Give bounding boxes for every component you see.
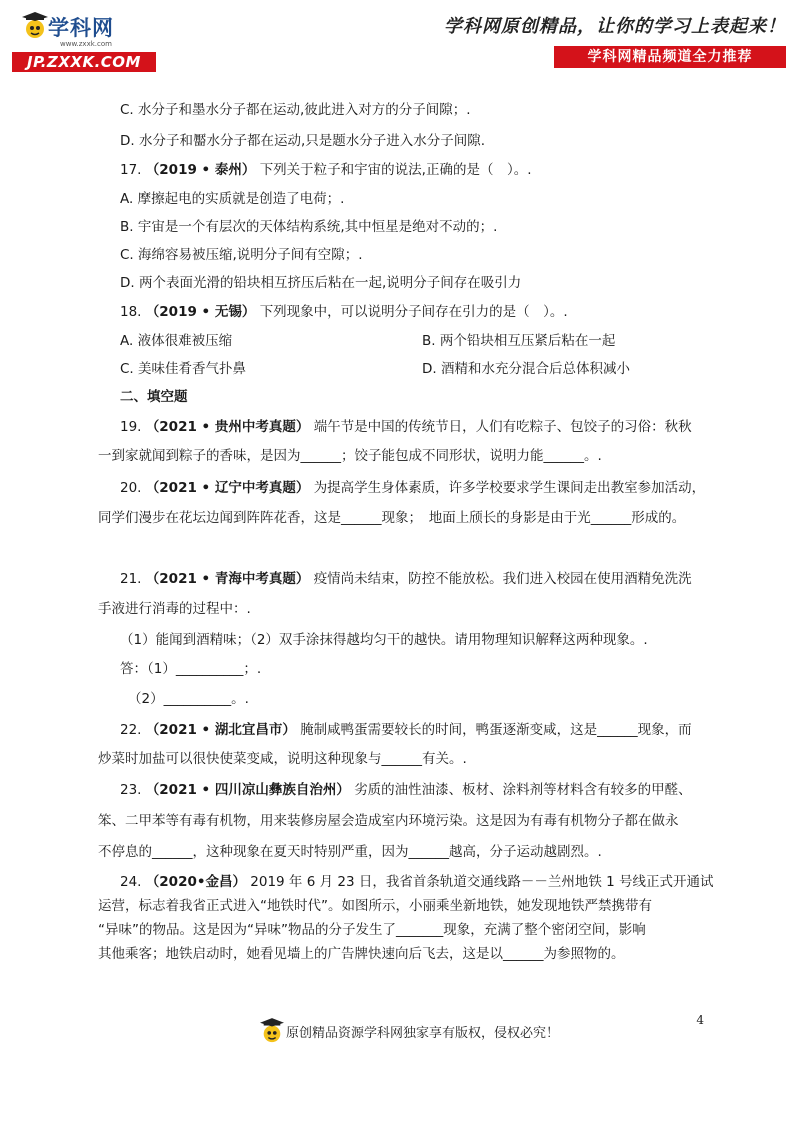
- question-source: （2021 • 四川凉山彝族自治州）: [145, 782, 350, 798]
- question-23: [120, 780, 692, 800]
- question-number: 24.: [120, 874, 142, 890]
- question-number: 21.: [120, 571, 142, 587]
- logo-banner: JP.ZXXK.COM: [12, 52, 156, 72]
- answer-line-1: 答：（1）__________；.: [120, 661, 262, 677]
- question-source: （2021 • 辽宁中考真题）: [145, 480, 310, 496]
- question-20-line2: 同学们漫步在花坛边闻到阵阵花香，这是______现象； 地面上颀长的身影是由于光______形成的。: [98, 510, 686, 526]
- question-19: [120, 417, 692, 437]
- answer-line-2: （2）__________。.: [128, 691, 249, 707]
- question-23-line2: 笨、二甲苯等有毒有机物，用来装修房屋会造成室内环境污染。这是因为有毒有机物分子都在做永: [98, 813, 679, 829]
- question-23-line3: 不停息的______，这种现象在夏天时特别严重，因为______越高，分子运动越剧烈。.: [98, 844, 602, 860]
- question-text: 腌制咸鸭蛋需要较长的时间，鸭蛋逐渐变咸，这是______现象，而: [300, 722, 692, 738]
- mascot-icon: [22, 12, 48, 42]
- question-number: 18.: [120, 304, 142, 320]
- option-c: C. 美味佳肴香气扑鼻: [120, 361, 247, 377]
- question-source: （2021 • 湖北宜昌市）: [145, 722, 296, 738]
- question-18: [120, 302, 568, 322]
- option-a: A. 摩擦起电的实质就是创造了电荷；.: [120, 191, 345, 207]
- question-20: [120, 478, 705, 498]
- question-number: 22.: [120, 722, 142, 738]
- question-text: 下列关于粒子和宇宙的说法,正确的是（ ）。.: [259, 162, 532, 178]
- mascot-icon: [260, 1018, 284, 1046]
- question-source: （2021 • 贵州中考真题）: [145, 419, 310, 435]
- question-21-line2: 手液进行消毒的过程中：.: [98, 601, 251, 617]
- question-text: 为提高学生身体素质，许多学校要求学生课间走出教室参加活动，: [313, 480, 706, 496]
- question-21: [120, 569, 692, 589]
- question-text: 2019 年 6 月 23 日，我省首条轨道交通线路－－兰州地铁 1 号线正式开通试: [250, 874, 714, 890]
- option-b: B. 宇宙是一个有层次的天体结构系统,其中恒星是绝对不动的；.: [120, 219, 498, 235]
- footer-copyright: 原创精品资源学科网独家享有版权，侵权必究！: [286, 1026, 560, 1041]
- page-header: [0, 0, 800, 80]
- question-17: [120, 160, 532, 180]
- question-21-line3: （1）能闻到酒精味；（2）双手涂抹得越均匀干的越快。请用物理知识解释这两种现象。.: [120, 632, 648, 648]
- logo-small-url: www.zxxk.com: [60, 40, 112, 48]
- page-number: 4: [696, 1013, 704, 1027]
- question-source: （2019 • 无锡）: [145, 304, 256, 320]
- question-24: [120, 872, 714, 892]
- header-slogan: 学科网原创精品，让你的学习上表起来！: [444, 16, 786, 37]
- option-d: D. 酒精和水充分混合后总体积减小: [422, 361, 630, 377]
- question-text: 端午节是中国的传统节日，人们有吃粽子、包饺子的习俗：秋秋: [313, 419, 692, 435]
- question-number: 19.: [120, 419, 142, 435]
- option-c-line: C. 水分子和墨水分子都在运动,彼此进入对方的分子间隙；.: [120, 102, 471, 118]
- option-d-line: D. 水分子和靨水分子都在运动,只是题水分子进入水分子间隙.: [120, 133, 486, 149]
- section-title: 二、填空题: [120, 389, 188, 405]
- question-source: （2019 • 泰州）: [145, 162, 256, 178]
- option-a: A. 液体很难被压缩: [120, 333, 233, 349]
- question-number: 17.: [120, 162, 142, 178]
- option-c: C. 海绵容易被压缩,说明分子间有空隙；.: [120, 247, 363, 263]
- question-22-line2: 炒菜时加盐可以很快使菜变咸，说明这种现象与______有关。.: [98, 751, 467, 767]
- question-text: 疫情尚未结束，防控不能放松。我们进入校园在使用酒精免洗洗: [313, 571, 692, 587]
- question-text: 下列现象中，可以说明分子间存在引力的是（ ）。.: [259, 304, 568, 320]
- question-24-line2: 运营，标志着我省正式进入“地铁时代”。如图所示，小丽乘坐新地铁，她发现地铁严禁携带有: [98, 898, 652, 914]
- logo-text: 学科网: [48, 16, 114, 40]
- question-source: （2021 • 青海中考真题）: [145, 571, 310, 587]
- question-24-line3: “异味”的物品。这是因为“异味”物品的分子发生了_______现象，充满了整个密闭空间，影响: [98, 922, 646, 938]
- question-number: 23.: [120, 782, 142, 798]
- question-source: （2020•金昌）: [145, 874, 246, 890]
- site-logo[interactable]: [8, 10, 160, 74]
- question-22: [120, 720, 692, 740]
- question-19-line2: 一到家就闻到粽子的香味，是因为______；饺子能包成不同形状，说明力能______。.: [98, 448, 602, 464]
- option-d: D. 两个表面光滑的铅块相互挤压后粘在一起,说明分子间存在吸引力: [120, 275, 522, 291]
- option-b: B. 两个铅块相互压紧后粘在一起: [422, 333, 616, 349]
- question-24-line4: 其他乘客；地铁启动时，她看见墙上的广告牌快速向后飞去，这是以______为参照物的。: [98, 946, 625, 962]
- question-number: 20.: [120, 480, 142, 496]
- header-slogan-bar: 学科网精品频道全力推荐: [554, 46, 786, 68]
- question-text: 劣质的油性油漆、板材、涂料剂等材料含有较多的甲醛、: [354, 782, 692, 798]
